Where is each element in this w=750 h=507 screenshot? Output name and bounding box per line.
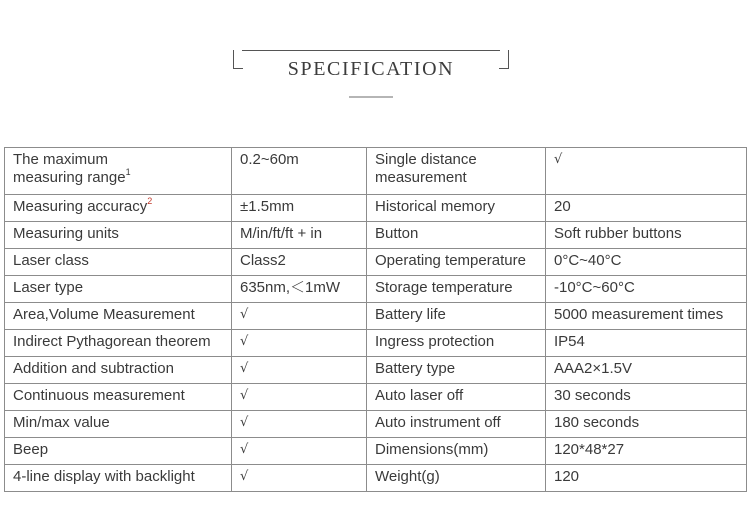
spec-name-cell: Weight(g) [367,465,546,492]
spec-name-line: The maximum [13,151,109,168]
spec-name-cell: Auto instrument off [367,411,546,438]
table-row [5,276,747,303]
spec-name-cell: Addition and subtraction [5,357,232,384]
spec-name-cell: Operating temperature [367,249,546,276]
spec-value-cell: M/in/ft/ft + in [232,222,367,249]
spec-value-cell: 0°C~40°C [546,249,747,276]
table-row [5,411,747,438]
title-underline [349,96,393,98]
spec-value-cell: √ [546,148,747,195]
spec-value-cell: 0.2~60m [232,148,367,195]
spec-name-cell: Battery type [367,357,546,384]
spec-name: Measuring accuracy [13,198,148,215]
table-row [5,438,747,465]
table-row [5,357,747,384]
table-row [5,222,747,249]
table-row [5,303,747,330]
spec-value-cell: Soft rubber buttons [546,222,747,249]
spec-name-cell: Storage temperature [367,276,546,303]
spec-name-cell: Battery life [367,303,546,330]
spec-name-cell: Laser class [5,249,232,276]
spec-name-line: Single distance [375,151,477,168]
spec-name-cell: Measuring units [5,222,232,249]
spec-name-cell: Dimensions(mm) [367,438,546,465]
spec-name-cell: Indirect Pythagorean theorem [5,330,232,357]
spec-value-cell: 30 seconds [546,384,747,411]
table-row [5,148,747,195]
spec-name-cell: Min/max value [5,411,232,438]
spec-name-cell: Beep [5,438,232,465]
spec-name-line: measuring range [13,169,126,186]
spec-name-cell: 4-line display with backlight [5,465,232,492]
footnote-marker: 2 [147,196,153,206]
spec-value-cell: √ [232,357,367,384]
spec-name-cell: Ingress protection [367,330,546,357]
spec-value-cell: √ [232,438,367,465]
spec-value-cell: √ [232,330,367,357]
footnote-marker: 1 [125,167,131,177]
spec-name-cell: Laser type [5,276,232,303]
spec-name-cell [5,148,232,195]
spec-value-cell: 120 [546,465,747,492]
title-frame [233,50,509,80]
spec-name-cell: Continuous measurement [5,384,232,411]
spec-name-cell: Area,Volume Measurement [5,303,232,330]
spec-value-cell: Class2 [232,249,367,276]
spec-name-cell [367,148,546,195]
spec-value-cell: IP54 [546,330,747,357]
spec-name-cell: Auto laser off [367,384,546,411]
table-row [5,384,747,411]
spec-value-cell: 180 seconds [546,411,747,438]
spec-value-cell: -10°C~60°C [546,276,747,303]
spec-value-cell: √ [232,411,367,438]
title-frame-top-line [242,50,500,51]
table-row [5,195,747,222]
table-row [5,330,747,357]
spec-value-cell: 20 [546,195,747,222]
page-title: SPECIFICATION [287,58,455,80]
spec-name-cell [5,195,232,222]
spec-value-cell: 635nm,＜1mW [232,276,367,303]
spec-name-line: measurement [375,169,467,186]
spec-value-cell: √ [232,465,367,492]
spec-name-cell: Button [367,222,546,249]
table-row [5,465,747,492]
table-row [5,249,747,276]
spec-value-cell: ±1.5mm [232,195,367,222]
spec-name-cell: Historical memory [367,195,546,222]
spec-value-cell: √ [232,303,367,330]
spec-value-cell: AAA2×1.5V [546,357,747,384]
spec-value-cell: √ [232,384,367,411]
spec-value-cell: 5000 measurement times [546,303,747,330]
spec-value-cell: 120*48*27 [546,438,747,465]
spec-table [4,147,747,492]
